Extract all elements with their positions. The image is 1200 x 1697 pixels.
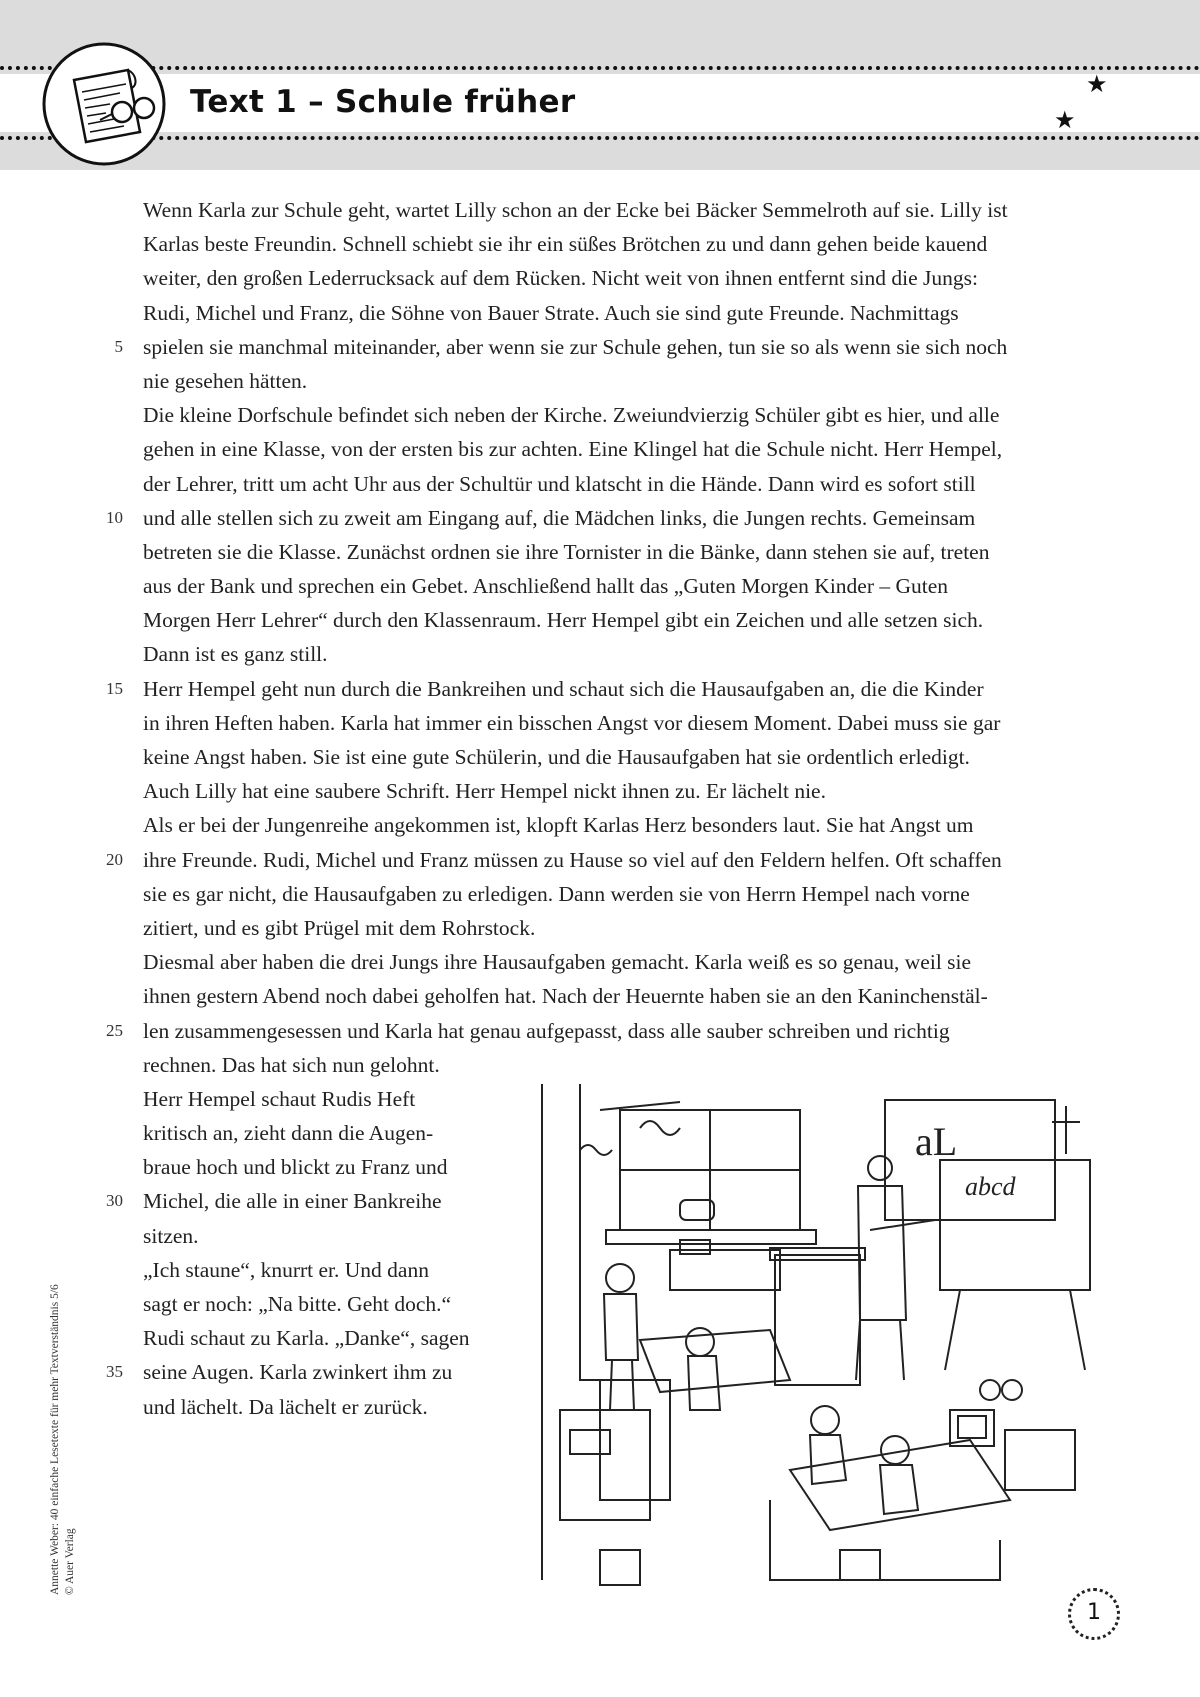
line-text: und alle stellen sich zu zweit am Eingang auf, die Mädchen links, die Jungen rechts. Gemeinsam [143,505,976,530]
text-line [143,603,1113,637]
text-line [106,501,1113,535]
text-line [143,740,1113,774]
text-line [106,843,1113,877]
line-number: 15 [106,678,123,698]
blackboard-text: abcd [965,1172,1016,1201]
line-text: braue hoch und blickt zu Franz und [143,1155,448,1180]
line-text: der Lehrer, tritt um acht Uhr aus der Schultür und klatscht in die Hände. Dann wird es sofort still [143,471,976,496]
line-text: Karlas beste Freundin. Schnell schiebt sie ihr ein süßes Brötchen zu und dann gehen beide kauend [143,232,988,257]
text-line [143,877,1113,911]
line-text: Diesmal aber haben die drei Jungs ihre Hausaufgaben gemacht. Karla weiß es so genau, weil sie [143,950,972,975]
text-line [106,1014,1113,1048]
paragraph [106,672,1113,809]
text-line [143,467,1113,501]
paragraph [114,193,1113,398]
line-text: „Ich staune“, knurrt er. Und dann [143,1257,429,1282]
sidebar-credits-text [48,1284,78,1595]
text-line [114,330,1113,364]
dotted-rule-top [0,66,1200,70]
line-text: Wenn Karla zur Schule geht, wartet Lilly schon an der Ecke bei Bäcker Semmelroth auf sie. Lilly ist [143,198,1008,222]
notepad-with-glasses-icon [40,40,168,168]
line-text: keine Angst haben. Sie ist eine gute Schülerin, und die Hausaufgaben hat sie ordentlich erledigt. [143,745,970,769]
line-text: Als er bei der Jungenreihe angekommen ist, klopft Karlas Herz besonders laut. Sie hat Angst um [143,813,974,838]
text-line [143,569,1113,603]
line-number: 35 [106,1362,123,1382]
paragraph [106,398,1113,672]
wall-letters: aL [915,1119,958,1164]
text-line [143,1048,1113,1082]
sidebar-credit-line: Annette Weber: 40 einfache Lesetexte für mehr Textverständnis 5/6 [49,1284,61,1595]
text-line [143,706,1113,740]
line-text: nie gesehen hätten. [143,368,308,393]
text-line [143,432,1113,466]
line-number: 5 [114,336,123,356]
line-text: Rudi, Michel und Franz, die Söhne von Bauer Strate. Auch sie sind gute Freunde. Nachmittags [143,300,959,325]
line-text: seine Augen. Karla zwinkert ihm zu [143,1360,453,1385]
page-number: 1 [1087,1600,1101,1625]
sidebar-publisher-line: © Auer Verlag [64,1528,76,1595]
line-text: Morgen Herr Lehrer“ durch den Klassenraum. Herr Hempel gibt ein Zeichen und alle setzen sich. [143,608,984,633]
line-text: in ihren Heften haben. Karla hat immer ein bisschen Angst vor diesem Moment. Dabei muss sie gar [143,710,1001,735]
line-text: gehen in eine Klasse, von der ersten bis zur achten. Eine Klingel hat die Schule nicht. Herr Hempel, [143,437,1003,462]
classroom-illustration [540,1080,1110,1590]
line-number: 10 [106,507,123,527]
page-title: Text 1 – Schule früher [190,84,576,120]
line-text: len zusammengesessen und Karla hat genau aufgepasst, dass alle sauber schreiben und richtig [143,1018,950,1043]
paragraph [106,945,1113,1082]
line-text: und lächelt. Da lächelt er zurück. [143,1394,428,1419]
line-text: Auch Lilly hat eine saubere Schrift. Herr Hempel nickt ihnen zu. Er lächelt nie. [143,779,826,804]
text-line [143,637,1113,671]
line-text: spielen sie manchmal miteinander, aber wenn sie zur Schule gehen, tun sie so als wenn sie sich noch [143,334,1008,359]
line-text: Herr Hempel schaut Rudis Heft [143,1086,416,1111]
text-line [143,193,1113,227]
text-line [143,911,1113,945]
line-text: aus der Bank und sprechen ein Gebet. Anschließend hallt das „Guten Morgen Kinder – Guten [143,574,949,599]
line-number: 30 [106,1191,123,1211]
text-line [143,945,1113,979]
text-line [143,535,1113,569]
line-text: Michel, die alle in einer Bankreihe [143,1189,442,1214]
line-text: sagt er noch: „Na bitte. Geht doch.“ [143,1292,452,1316]
line-number: 20 [106,849,123,869]
line-text: sie es gar nicht, die Hausaufgaben zu erledigen. Dann werden sie von Herrn Hempel nach vorne [143,881,970,906]
star-icon: ★ [1086,70,1108,98]
title-strip [0,70,1200,132]
line-text: betreten sie die Klasse. Zunächst ordnen sie ihre Tornister in die Bänke, dann stehen sie auf, treten [143,539,990,564]
line-text: weiter, den großen Lederrucksack auf dem Rücken. Nicht weit von ihnen entfernt sind die Jungs: [143,266,978,291]
line-text: Herr Hempel geht nun durch die Bankreihen und schaut sich die Hausaufgaben an, die die Kinder [143,676,984,701]
line-text: ihre Freunde. Rudi, Michel und Franz müssen zu Hause so viel auf den Feldern helfen. Oft schaffen [143,847,1002,872]
line-text: sitzen. [143,1223,199,1248]
text-line [143,808,1113,842]
text-line [143,261,1113,295]
page-number-badge [1068,1588,1120,1640]
text-line [143,296,1113,330]
star-icon: ★ [1054,106,1076,134]
text-line [143,364,1113,398]
line-text: Dann ist es ganz still. [143,642,328,667]
text-line [143,774,1113,808]
line-text: rechnen. Das hat sich nun gelohnt. [143,1052,440,1077]
text-line [106,672,1113,706]
text-line [143,227,1113,261]
text-line [143,398,1113,432]
dotted-rule-bottom [0,136,1200,140]
line-text: Die kleine Dorfschule befindet sich neben der Kirche. Zweiundvierzig Schüler gibt es hier, und alle [143,403,1000,428]
line-text: ihnen gestern Abend noch dabei geholfen hat. Nach der Heuernte haben sie an den Kaninchenstäl- [143,984,988,1009]
line-text: Rudi schaut zu Karla. „Danke“, sagen [143,1326,470,1351]
line-number: 25 [106,1020,123,1040]
line-text: zitiert, und es gibt Prügel mit dem Rohrstock. [143,915,536,940]
line-text: kritisch an, zieht dann die Augen- [143,1121,434,1146]
text-line [143,979,1113,1013]
paragraph [106,808,1113,945]
